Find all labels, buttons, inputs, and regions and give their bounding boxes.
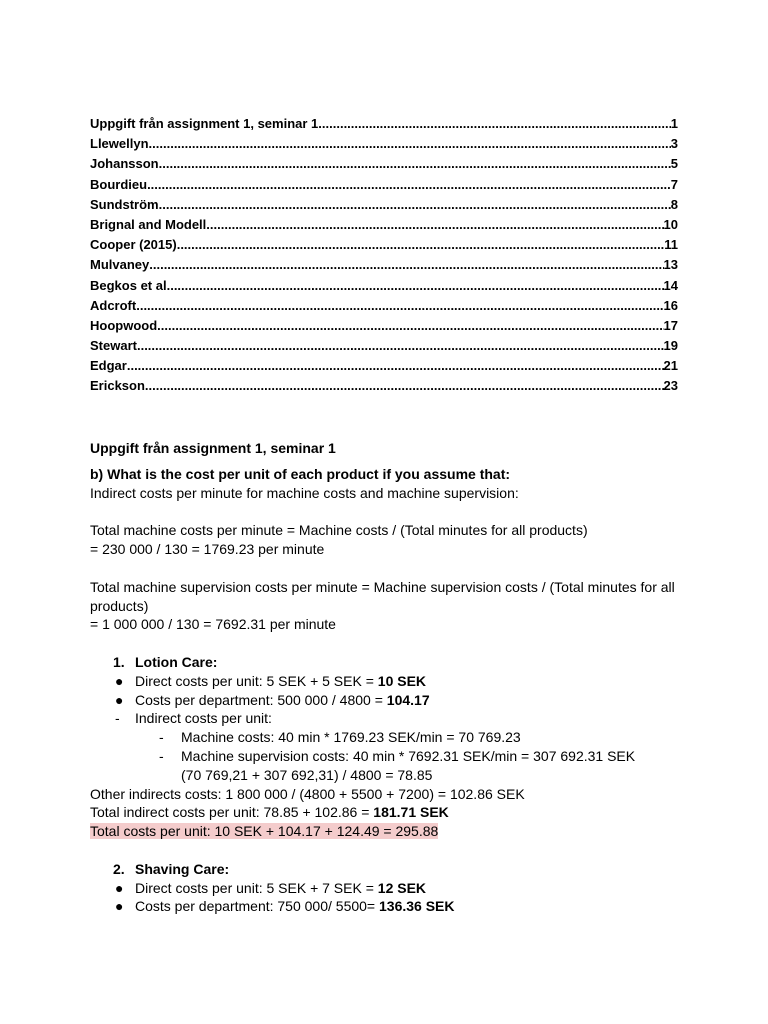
toc-entry-title: Adcroft <box>90 297 137 313</box>
dash-marker: - <box>115 710 120 727</box>
toc-entry-title: Stewart <box>90 338 137 354</box>
toc-entry[interactable] <box>90 316 678 336</box>
lotion-indirect-label: - Indirect costs per unit: <box>115 710 272 727</box>
machine-formula: Total machine costs per minute = Machine costs / (Total minutes for all products) <box>90 522 588 539</box>
shaving-care-title: Shaving Care: <box>135 860 230 877</box>
toc-entry-page: 17 <box>663 317 678 333</box>
toc-leader-dots <box>136 296 663 316</box>
toc-entry-title: Cooper (2015) <box>90 237 177 253</box>
list-number: 2. <box>113 860 125 877</box>
lotion-care-title: Lotion Care: <box>135 653 218 670</box>
toc-leader-dots <box>159 195 671 215</box>
toc-entry-page: 5 <box>670 156 678 172</box>
shaving-department-costs: ● Costs per department: 750 000/ 5500= 136.36 SEK <box>115 898 455 915</box>
supervision-calc: = 1 000 000 / 130 = 7692.31 per minute <box>90 616 336 633</box>
toc-entry[interactable] <box>90 235 678 255</box>
shaving-care-heading <box>90 860 690 879</box>
toc-leader-dots <box>149 255 663 275</box>
lotion-total-costs <box>90 822 690 841</box>
toc-entry-page: 21 <box>663 358 678 374</box>
toc-entry-title: Erickson <box>90 378 145 394</box>
toc-entry-title: Uppgift från assignment 1, seminar 1 <box>90 116 319 131</box>
toc-entry-title: Edgar <box>90 358 127 374</box>
highlighted-total: Total costs per unit: 10 SEK + 104.17 + 124.49 = 295.88 <box>90 823 439 840</box>
toc-leader-dots <box>145 376 664 396</box>
toc-leader-dots <box>206 215 663 235</box>
toc-entry[interactable] <box>90 114 678 134</box>
toc-leader-dots <box>137 336 664 356</box>
lotion-other-indirect: Other indirects costs: 1 800 000 / (4800 + 5500 + 7200) = 102.86 SEK <box>90 785 525 802</box>
toc-entry-title: Johansson <box>90 156 159 172</box>
shaving-direct-costs: ● Direct costs per unit: 5 SEK + 7 SEK = 12 SEK <box>115 879 427 896</box>
intro-text: Indirect costs per minute for machine costs and machine supervision: <box>90 484 519 501</box>
bullet-marker: ● <box>115 898 124 915</box>
toc-entry[interactable] <box>90 154 678 174</box>
lotion-care-heading <box>90 653 690 672</box>
lotion-machine-costs: - Machine costs: 40 min * 1769.23 SEK/min = 70 769.23 <box>159 729 521 746</box>
toc-entry-title: Bourdieu <box>90 176 148 192</box>
lotion-direct-costs: ● Direct costs per unit: 5 SEK + 5 SEK = 10 SEK <box>115 672 427 689</box>
document-body <box>90 438 690 916</box>
toc-entry[interactable] <box>90 336 678 356</box>
toc-entry-title: Brignal and Modell <box>90 216 207 232</box>
lotion-department-costs: ● Costs per department: 500 000 / 4800 = 104.17 <box>115 691 430 708</box>
lotion-sum-line: (70 769,21 + 307 692,31) / 4800 = 78.85 <box>181 766 433 783</box>
list-number: 1. <box>113 653 125 670</box>
lotion-total-indirect: Total indirect costs per unit: 78.85 + 102.86 = 181.71 SEK <box>90 804 449 821</box>
toc-leader-dots <box>318 114 670 134</box>
toc-entry-page: 1 <box>670 116 678 131</box>
table-of-contents <box>90 114 678 397</box>
toc-entry-page: 23 <box>663 378 678 394</box>
toc-entry[interactable] <box>90 195 678 215</box>
toc-entry-title: Hoopwood <box>90 317 158 333</box>
toc-entry-page: 16 <box>663 297 678 313</box>
section-heading: Uppgift från assignment 1, seminar 1 <box>90 440 336 456</box>
toc-entry-page: 3 <box>670 136 678 152</box>
toc-leader-dots <box>127 356 664 376</box>
toc-leader-dots <box>167 276 664 296</box>
toc-entry[interactable] <box>90 255 678 275</box>
toc-entry-page: 8 <box>670 196 678 212</box>
toc-entry-page: 7 <box>670 176 678 192</box>
toc-entry[interactable] <box>90 296 678 316</box>
toc-entry[interactable] <box>90 376 678 396</box>
machine-calc: = 230 000 / 130 = 1769.23 per minute <box>90 541 325 558</box>
dash-marker: - <box>159 729 164 746</box>
supervision-formula: Total machine supervision costs per minute = Machine supervision costs / (Total minutes for all <box>90 578 675 595</box>
toc-entry[interactable] <box>90 276 678 296</box>
toc-entry-title: Llewellyn <box>90 136 149 152</box>
toc-leader-dots <box>149 134 671 154</box>
toc-entry[interactable] <box>90 356 678 376</box>
toc-leader-dots <box>147 175 671 195</box>
toc-entry-page: 19 <box>663 338 678 354</box>
toc-leader-dots <box>159 154 671 174</box>
bullet-marker: ● <box>115 672 124 689</box>
toc-entry[interactable] <box>90 134 678 154</box>
toc-entry-page: 14 <box>663 277 678 293</box>
lotion-supervision-costs: - Machine supervision costs: 40 min * 7692.31 SEK/min = 307 692.31 SEK <box>159 747 636 764</box>
toc-entry-page: 13 <box>663 257 678 273</box>
toc-leader-dots <box>177 235 665 255</box>
toc-entry-title: Sundström <box>90 196 159 212</box>
toc-entry[interactable] <box>90 215 678 235</box>
bullet-marker: ● <box>115 879 124 896</box>
toc-entry-page: 10 <box>663 216 678 232</box>
toc-entry-title: Mulvaney <box>90 257 150 273</box>
supervision-formula-cont: products) <box>90 597 149 614</box>
dash-marker: - <box>159 747 164 764</box>
toc-leader-dots <box>157 316 663 336</box>
toc-entry[interactable] <box>90 175 678 195</box>
bullet-marker: ● <box>115 691 124 708</box>
toc-entry-page: 11 <box>664 237 678 253</box>
question-text: b) What is the cost per unit of each product if you assume that: <box>90 466 511 482</box>
toc-entry-title: Begkos et al <box>90 277 167 293</box>
